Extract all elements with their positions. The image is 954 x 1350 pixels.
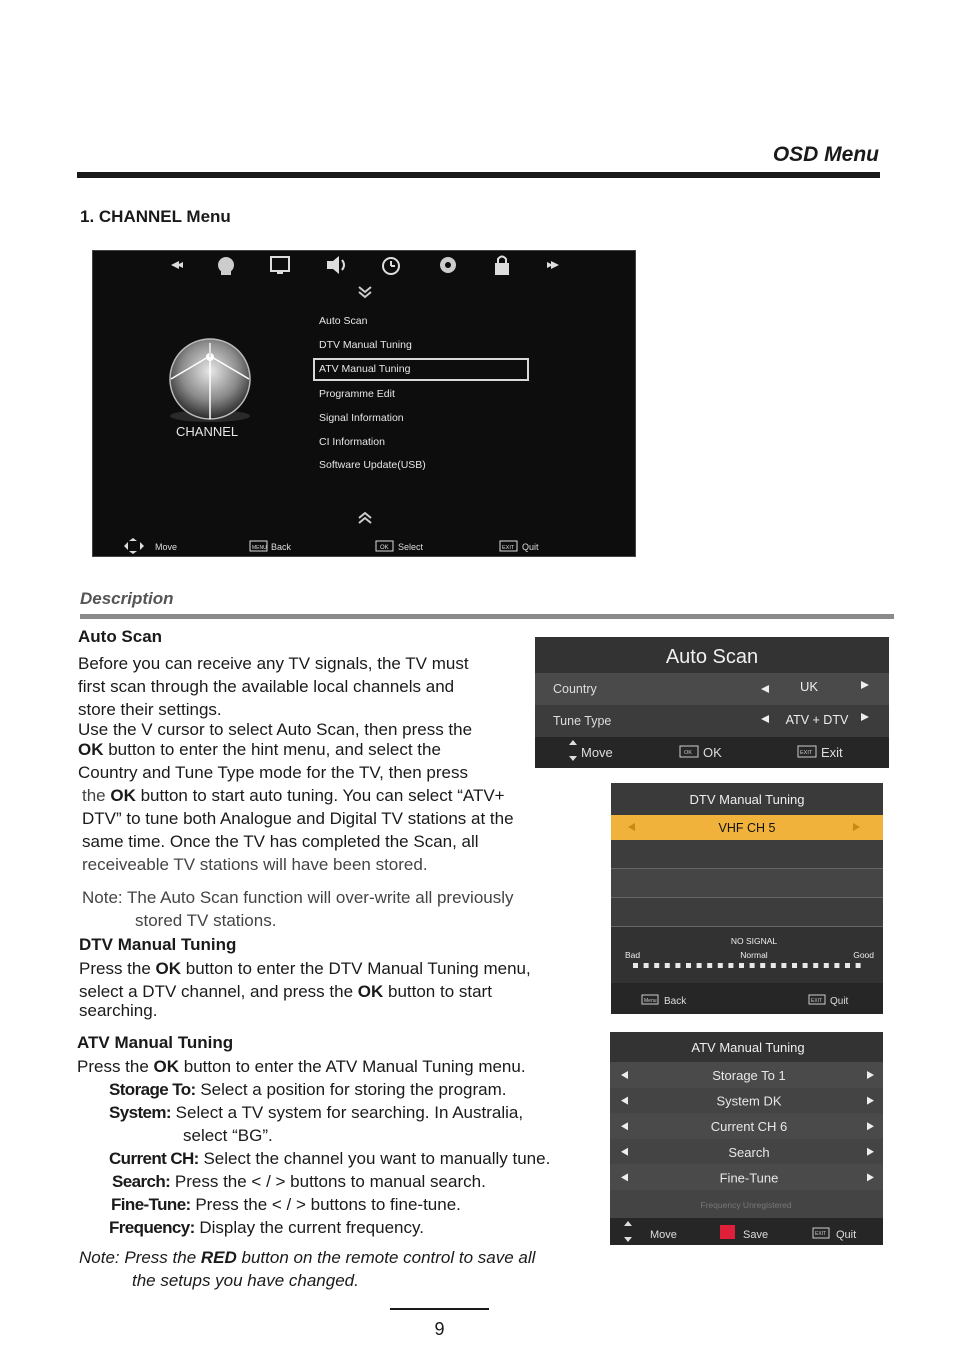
signal-meter-segment <box>813 963 818 968</box>
channel-menu-screenshot <box>92 250 636 557</box>
signal-meter-segment <box>718 963 723 968</box>
exit-key-label: EXIT <box>800 750 813 756</box>
atv-screen-title: ATV Manual Tuning <box>691 1040 805 1055</box>
signal-bad-label: Bad <box>625 950 641 960</box>
note-line: Note: The Auto Scan function will over-write all previously <box>82 888 514 907</box>
dtv-body <box>79 957 604 1022</box>
footer-quit-label: Quit <box>836 1229 857 1241</box>
atv-item <box>109 1193 609 1216</box>
dtv-line: searching. <box>79 1001 158 1020</box>
auto-scan-line <box>78 738 548 761</box>
menu-item-ci-information[interactable]: CI Information <box>319 436 385 448</box>
atv-term: Frequency: <box>109 1218 195 1237</box>
footer-back-label: Back <box>664 996 687 1007</box>
footer-select-label: Select <box>398 542 424 552</box>
atv-manual-tuning-graphic <box>610 1032 883 1245</box>
atv-item-text: Press the < / > buttons to fine-tune. <box>190 1195 461 1214</box>
frequency-readout: Frequency Unregistered <box>700 1200 792 1210</box>
dtv-manual-tuning-graphic <box>611 783 883 1014</box>
auto-scan-line: Country and Tune Type mode for the TV, then press <box>78 763 468 782</box>
section-title: 1. CHANNEL Menu <box>80 207 231 226</box>
auto-scan-line: first scan through the available local channels and <box>78 677 455 696</box>
note-line: stored TV stations. <box>135 911 277 930</box>
atv-term: Search: <box>112 1172 171 1191</box>
channel-menu-graphic <box>93 251 636 557</box>
signal-good-label: Good <box>853 950 874 960</box>
exit-key-label: EXIT <box>811 998 823 1004</box>
scroll-up-icon[interactable] <box>359 513 371 523</box>
footer-quit-label: Quit <box>830 996 849 1007</box>
note-line <box>79 1246 609 1269</box>
atv-items <box>109 1078 609 1239</box>
atv-row-label[interactable]: System DK <box>716 1093 782 1109</box>
menu-key-label: Menu <box>644 998 657 1004</box>
auto-scan-line: same time. Once the TV has completed the Scan, all <box>82 832 479 851</box>
atv-row-label[interactable]: Current CH 6 <box>710 1119 788 1135</box>
ok-key-label: OK <box>380 545 389 551</box>
atv-item-text: Select the channel you want to manually tune. <box>198 1149 551 1168</box>
footer-back-label: Back <box>271 542 292 552</box>
note-line: the setups you have changed. <box>132 1271 359 1290</box>
red-keyword: RED <box>200 1248 237 1267</box>
signal-meter-segment <box>792 963 797 968</box>
clock-icon[interactable] <box>383 258 399 274</box>
auto-scan-text: the <box>82 786 111 805</box>
signal-meter-segment <box>824 963 829 968</box>
signal-meter-segment <box>750 963 755 968</box>
dtv-text: select a DTV channel, and press the <box>79 982 358 1001</box>
sound-icon[interactable] <box>327 256 344 274</box>
footer-exit-label: Exit <box>821 745 843 760</box>
atv-item <box>109 1124 609 1147</box>
page-header-title: OSD Menu <box>772 143 879 166</box>
description-divider <box>80 614 894 619</box>
signal-meter-segment <box>665 963 670 968</box>
signal-meter-segment <box>834 963 839 968</box>
description-label: Description <box>80 589 174 608</box>
atv-text: Press the <box>77 1057 154 1076</box>
footer-move-label: Move <box>155 542 178 552</box>
dtv-channel-value[interactable]: VHF CH 5 <box>718 821 776 835</box>
ok-keyword: OK <box>155 959 182 978</box>
exit-key-label: EXIT <box>815 1231 827 1237</box>
menu-key-label: MENU <box>252 545 267 551</box>
atv-intro <box>77 1055 602 1078</box>
atv-item <box>109 1216 609 1239</box>
signal-meter-segment <box>633 963 638 968</box>
auto-scan-note <box>82 886 582 932</box>
footer-quit-label: Quit <box>522 542 539 552</box>
auto-scan-line: receiveable TV stations will have been stored. <box>82 855 428 874</box>
auto-scan-graphic <box>535 637 889 768</box>
signal-meter-segment <box>760 963 765 968</box>
auto-scan-title: Auto Scan <box>665 646 759 668</box>
atv-item-text: Select a position for storing the program. <box>195 1080 507 1099</box>
note-text: button on the remote control to save all <box>236 1248 536 1267</box>
signal-status: NO SIGNAL <box>730 936 778 946</box>
channel-dome-icon <box>170 339 250 422</box>
auto-scan-text: button to start auto tuning. You can select “ATV+ <box>135 786 505 805</box>
atv-row-label[interactable]: Search <box>728 1144 770 1160</box>
menu-item-auto-scan[interactable]: Auto Scan <box>319 315 368 327</box>
signal-meter-segment <box>654 963 659 968</box>
signal-meter-segment <box>686 963 691 968</box>
auto-scan-line: Use the V cursor to select Auto Scan, then press the <box>78 720 473 739</box>
page-number: 9 <box>434 1319 445 1339</box>
signal-meter-segment <box>697 963 702 968</box>
menu-item-atv-manual-tuning[interactable]: ATV Manual Tuning <box>319 363 411 375</box>
atv-term: Fine-Tune: <box>111 1195 191 1214</box>
atv-item-text: Press the < / > buttons to manual search. <box>170 1172 486 1191</box>
dtv-screen-title: DTV Manual Tuning <box>689 792 805 807</box>
note-text: Note: Press the <box>79 1248 201 1267</box>
dtv-text: button to start <box>383 982 492 1001</box>
ok-keyword: OK <box>78 740 104 759</box>
ok-key-label: OK <box>684 750 692 756</box>
signal-meter-segment <box>675 963 680 968</box>
auto-scan-line: DTV” to tune both Analogue and Digital TV stations at the <box>82 809 514 828</box>
dtv-manual-tuning-screenshot <box>611 783 883 1014</box>
signal-meter-segment <box>856 963 861 968</box>
atv-item-text: Select a TV system for searching. In Australia, <box>170 1103 524 1122</box>
auto-scan-screenshot <box>535 637 889 768</box>
tune-type-value[interactable]: ATV + DTV <box>785 713 849 727</box>
country-label: Country <box>553 682 597 696</box>
dtv-text: Press the <box>79 959 156 978</box>
signal-meter-segment <box>707 963 712 968</box>
tune-type-label: Tune Type <box>553 714 612 728</box>
setup-gear-icon[interactable] <box>440 257 456 273</box>
channel-icon[interactable] <box>218 257 234 275</box>
atv-row-label[interactable]: Storage To 1 <box>712 1068 786 1083</box>
atv-item <box>109 1170 609 1193</box>
menu-item-dtv-manual-tuning[interactable]: DTV Manual Tuning <box>319 339 412 351</box>
ok-keyword: OK <box>153 1057 180 1076</box>
exit-key-label: EXIT <box>502 545 515 551</box>
channel-label: CHANNEL <box>176 424 239 439</box>
auto-scan-line: store their settings. <box>78 700 222 719</box>
atv-term: System: <box>109 1103 171 1122</box>
atv-item <box>109 1078 609 1101</box>
signal-meter-segment <box>644 963 649 968</box>
atv-text: button to enter the ATV Manual Tuning menu. <box>179 1057 526 1076</box>
footer-ok-label: OK <box>703 745 722 760</box>
menu-item-signal-information[interactable]: Signal Information <box>319 412 404 424</box>
dtv-line <box>79 957 604 980</box>
auto-scan-line: Before you can receive any TV signals, the TV must <box>78 654 469 673</box>
signal-meter-segment <box>728 963 733 968</box>
header-divider <box>77 172 880 178</box>
signal-meter-segment <box>781 963 786 968</box>
footer-move-label: Move <box>581 745 613 760</box>
dtv-heading: DTV Manual Tuning <box>79 935 237 954</box>
move-arrows-icon <box>124 538 144 554</box>
menu-item-programme-edit[interactable]: Programme Edit <box>319 388 395 400</box>
auto-scan-body-continued <box>82 784 582 876</box>
auto-scan-text: button to enter the hint menu, and select the <box>103 740 441 759</box>
atv-row-label[interactable]: Fine-Tune <box>719 1170 779 1186</box>
atv-item-text: select “BG”. <box>183 1126 273 1145</box>
left-arrow-icon[interactable] <box>171 261 183 269</box>
atv-term: Current CH: <box>109 1149 199 1168</box>
right-arrow-icon[interactable] <box>547 261 559 269</box>
page-number-rule <box>390 1308 489 1310</box>
atv-item <box>109 1101 609 1124</box>
auto-scan-line <box>82 784 582 807</box>
atv-term: Storage To: <box>109 1080 196 1099</box>
atv-heading: ATV Manual Tuning <box>77 1033 234 1052</box>
lock-icon[interactable] <box>495 257 509 276</box>
scroll-down-icon[interactable] <box>359 287 371 297</box>
footer-move-label: Move <box>650 1229 677 1241</box>
atv-manual-tuning-screenshot <box>610 1032 883 1245</box>
atv-note <box>79 1246 609 1292</box>
signal-meter-segment <box>771 963 776 968</box>
atv-item <box>109 1147 609 1170</box>
ok-keyword: OK <box>357 982 384 1001</box>
ok-keyword: OK <box>110 786 136 805</box>
signal-meter-segment <box>739 963 744 968</box>
signal-meter-segment <box>845 963 850 968</box>
auto-scan-heading: Auto Scan <box>78 627 163 646</box>
atv-rows <box>610 1062 883 1190</box>
signal-meter-segment <box>803 963 808 968</box>
red-button-icon <box>720 1225 735 1239</box>
atv-item-text: Display the current frequency. <box>194 1218 424 1237</box>
signal-normal-label: Normal <box>740 950 768 960</box>
country-value[interactable]: UK <box>799 679 819 694</box>
dtv-text: button to enter the DTV Manual Tuning menu, <box>181 959 531 978</box>
footer-save-label: Save <box>743 1229 769 1241</box>
auto-scan-body <box>78 652 548 784</box>
picture-icon[interactable] <box>271 257 289 274</box>
menu-item-software-update[interactable]: Software Update(USB) <box>319 459 426 471</box>
